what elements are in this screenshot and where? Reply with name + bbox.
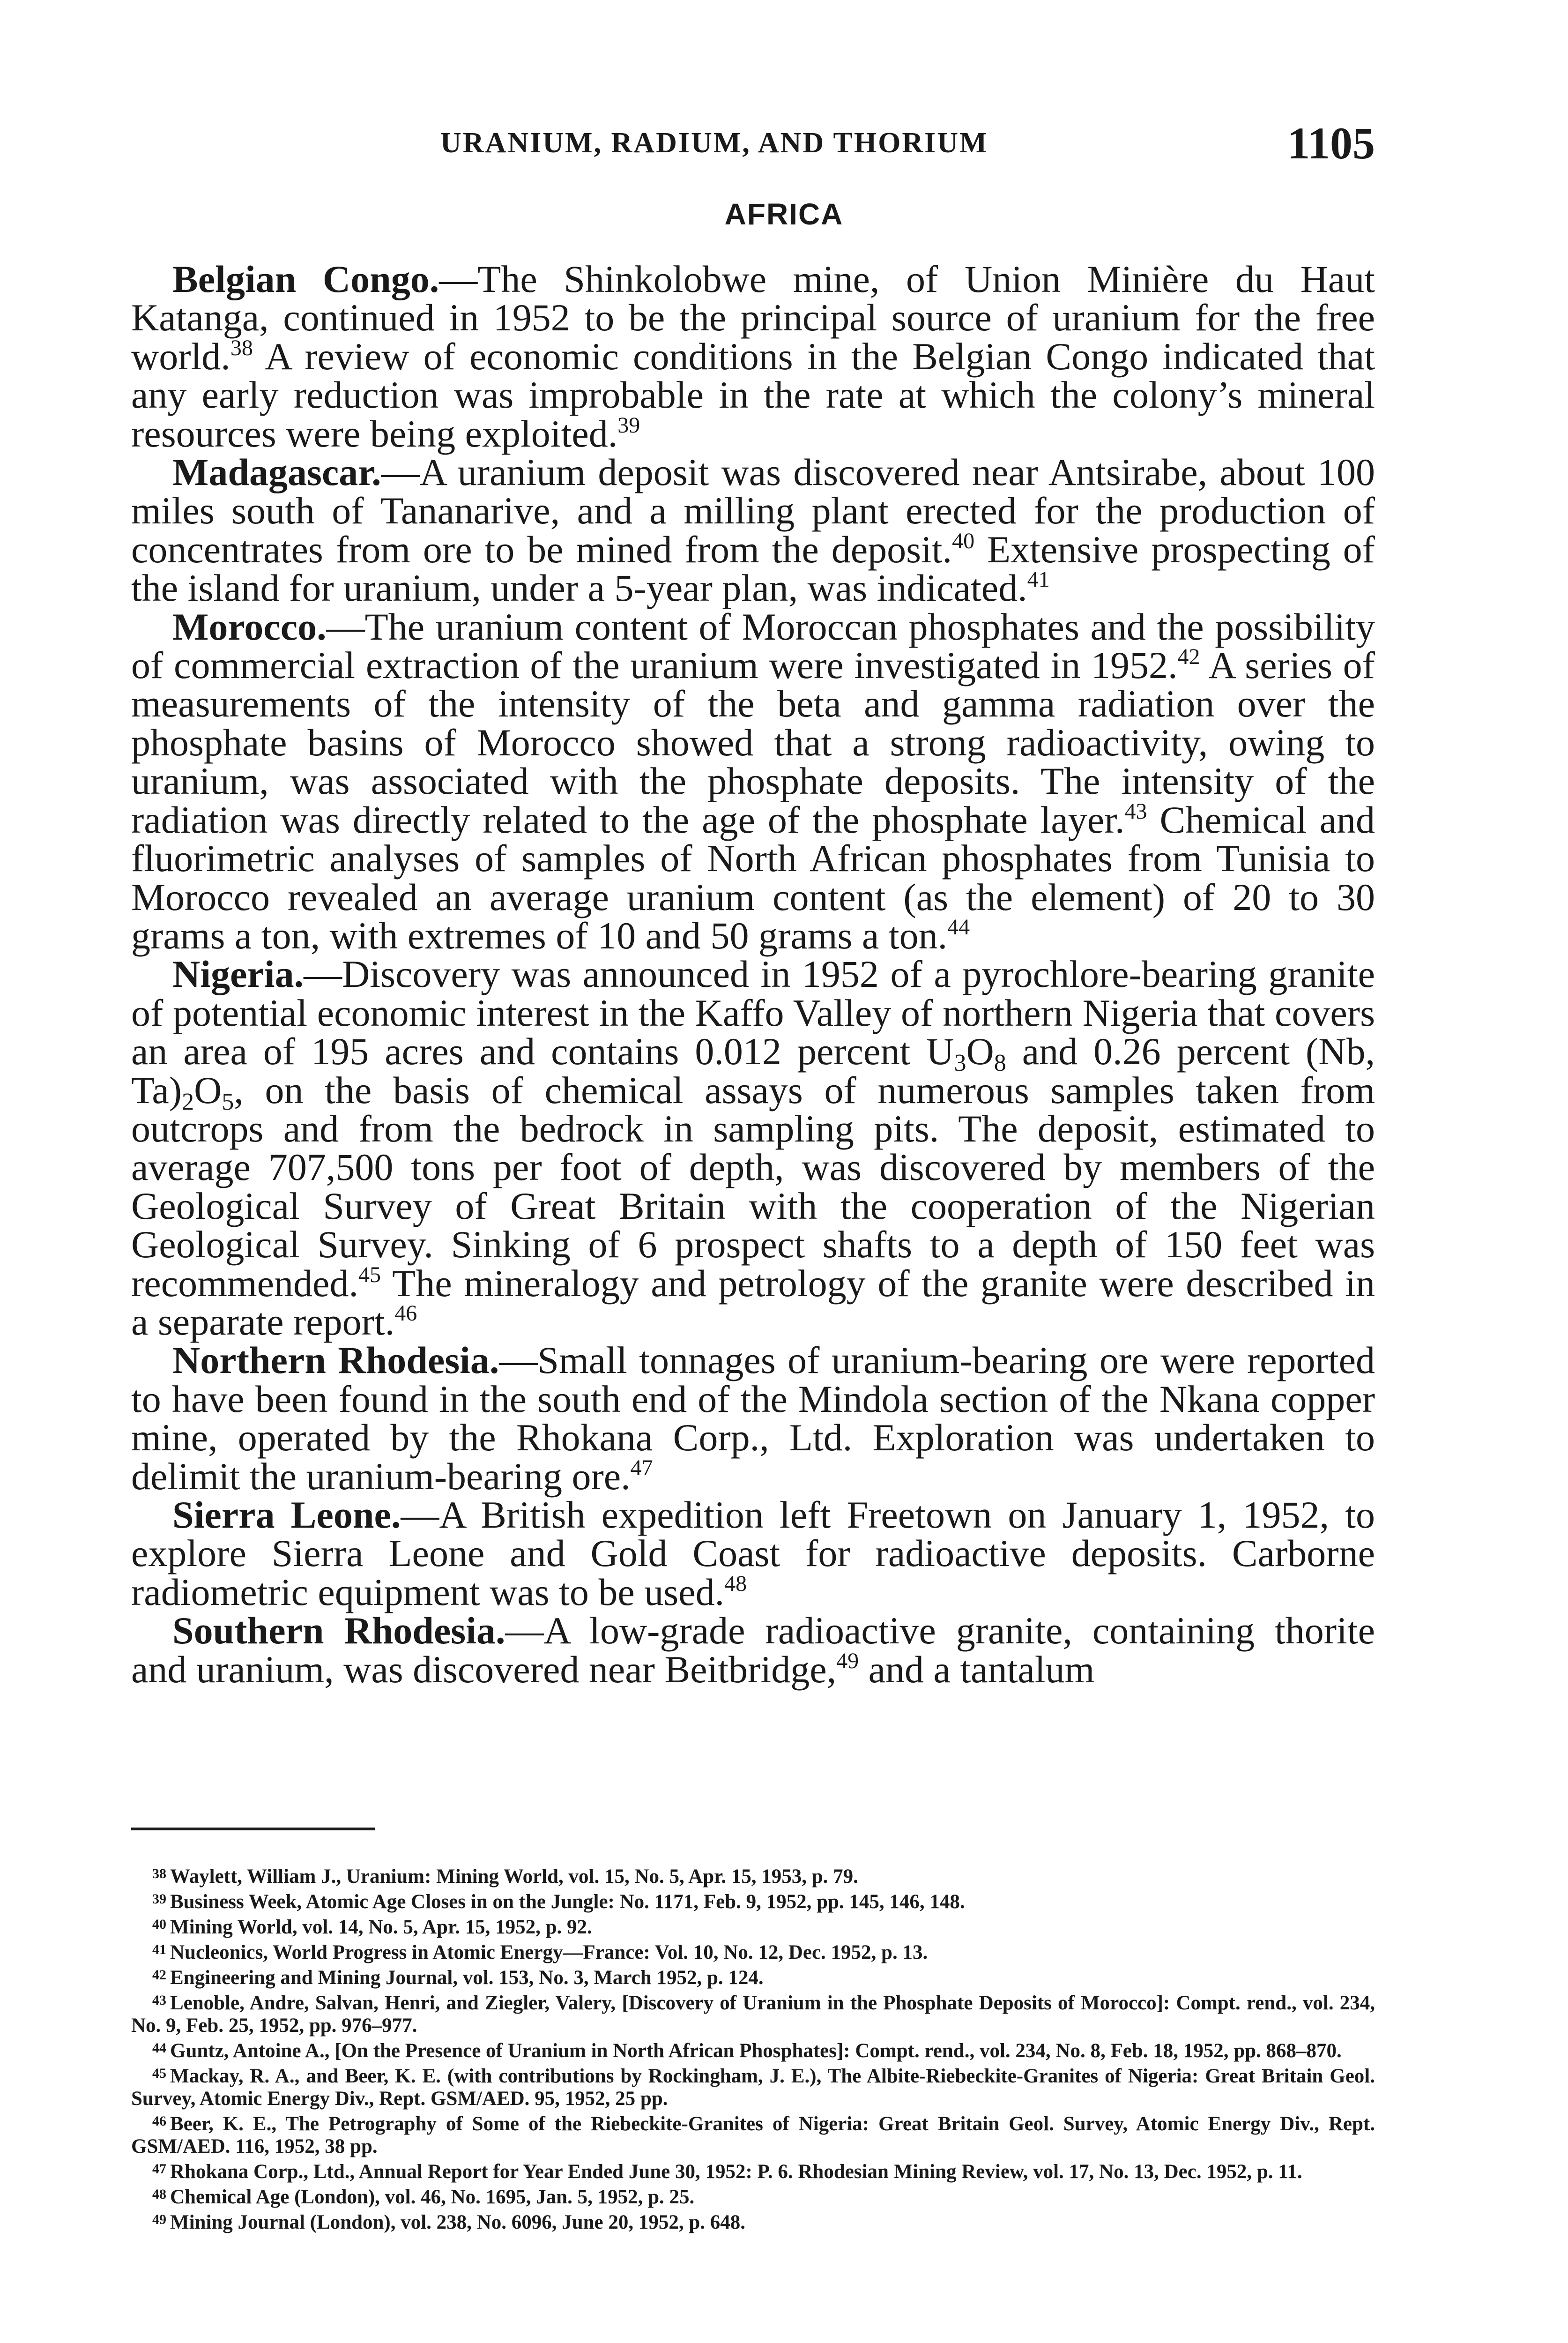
footnote (131, 2209, 1375, 2234)
footnote (131, 1939, 1375, 1964)
footnote-ref: 39 (617, 412, 640, 438)
footnote-number: 41 (152, 1942, 166, 1957)
footnote-text: Chemical Age (London), vol. 46, No. 1695, Jan. 5, 1952, p. 25. (170, 2186, 695, 2208)
paragraph-text: —A low-grade radioactive granite, containing thorite and uranium, was discovered near Beitbridge, (131, 1609, 1375, 1691)
paragraph-text: —A uranium deposit was discovered near Antsirabe, about 100 miles south of Tananarive, and a milling plant erected for the production of concentrates from ore to be mined from the deposit. (131, 451, 1375, 571)
footnote-number: 38 (152, 1866, 166, 1881)
paragraph-text: A series of measurements of the intensity of the beta and gamma radiation over the phosphate basins of Morocco showed that a strong radioactivity, owing to uranium, was associated with the phosphate deposits. The intensity of the radiation was directly related to the age of the phosphate layer. (131, 644, 1375, 841)
paragraph-text: , on the basis of chemical assays of numerous samples taken from outcrops and from the bedrock in sampling pits. The deposit, estimated to average 707,500 tons per foot of depth, was discovered by members of the Geological Survey of Great Britain with the cooperation of the Nigerian Geological Survey. Sinking of 6 prospect shafts to a depth of 150 feet was recommended. (131, 1068, 1375, 1305)
footnote-number: 46 (152, 2113, 166, 2129)
paragraph-morocco (131, 605, 1375, 957)
footnote (131, 1989, 1375, 2037)
paragraph-text: O (194, 1068, 222, 1112)
subscript: 8 (994, 1050, 1006, 1077)
running-title: URANIUM, RADIUM, AND THORIUM (440, 127, 988, 159)
footnotes (131, 1863, 1375, 2234)
footnote (131, 2110, 1375, 2158)
footnote-number: 42 (152, 1967, 166, 1983)
footnote-number: 49 (152, 2212, 166, 2227)
section-heading: AFRICA (724, 197, 844, 231)
footnote-text: Nucleonics, World Progress in Atomic Energy—France: Vol. 10, No. 12, Dec. 1952, p. 13. (170, 1941, 928, 1963)
paragraph-text: A review of economic conditions in the Belgian Congo indicated that any early reduction was improbable in the rate at which the colony’s mineral resources were being exploited. (131, 335, 1375, 455)
footnote (131, 1863, 1375, 1888)
footnote-ref: 49 (836, 1648, 859, 1673)
paragraph-title: Morocco. (172, 605, 327, 648)
paragraph-text: —The uranium content of Moroccan phosphates and the possibility of commercial extraction of the uranium were investigated in 1952. (131, 605, 1375, 687)
footnote-number: 40 (152, 1917, 166, 1932)
paragraph-title: Northern Rhodesia. (172, 1339, 499, 1382)
paragraph-text: Extensive prospecting of the island for uranium, under a 5-year plan, was indicated. (131, 528, 1375, 610)
footnote-ref: 38 (230, 335, 253, 360)
footnote-ref: 42 (1177, 644, 1200, 670)
footnote-number: 45 (152, 2066, 166, 2081)
footnote-ref: 46 (394, 1300, 417, 1326)
footnote-number: 44 (152, 2040, 166, 2056)
footnote (131, 2062, 1375, 2110)
paragraph-title: Nigeria. (172, 953, 304, 996)
footnote-text: Mackay, R. A., and Beer, K. E. (with contributions by Rockingham, J. E.), The Albite-Riebeckite-Granites of Nigeria: Great Britain Geol. Survey, Atomic Energy Div., Rept. GSM/AED. 95, 1952, 25 pp. (131, 2065, 1375, 2110)
paragraph-sierra-leone (131, 1493, 1375, 1613)
footnote-text: Engineering and Mining Journal, vol. 153, No. 3, March 1952, p. 124. (170, 1967, 764, 1989)
paragraph-nigeria (131, 955, 1375, 1341)
footnote-number: 48 (152, 2186, 166, 2202)
paragraph-southern-rhodesia (131, 1609, 1375, 1691)
body-text (131, 260, 1375, 1689)
footnote (131, 1964, 1375, 1989)
footnote (131, 2158, 1375, 2183)
footnote-ref: 43 (1124, 798, 1147, 824)
paragraph-northern-rhodesia (131, 1341, 1375, 1496)
page-number: 1105 (1287, 118, 1375, 168)
paragraph-text: The mineralogy and petrology of the granite were described in a separate report. (131, 1261, 1375, 1343)
footnote-divider (131, 1828, 375, 1830)
footnote-ref: 48 (724, 1571, 747, 1596)
footnote-text: Waylett, William J., Uranium: Mining World, vol. 15, No. 5, Apr. 15, 1953, p. 79. (170, 1865, 858, 1888)
footnote-ref: 47 (630, 1455, 653, 1480)
paragraph-text: Chemical and fluorimetric analyses of samples of North African phosphates from Tunisia to Morocco revealed an average uranium content (as the element) of 20 to 30 grams a ton, with extremes of 10 and 50 grams a ton. (131, 798, 1375, 957)
footnote-text: Guntz, Antoine A., [On the Presence of Uranium in North African Phosphates]: Compt. rend., vol. 234, No. 8, Feb. 18, 1952, pp. 868–870. (170, 2040, 1342, 2062)
footnote-number: 47 (152, 2161, 166, 2177)
paragraph-madagascar (131, 453, 1375, 608)
footnote (131, 1888, 1375, 1913)
subscript: 3 (954, 1050, 966, 1077)
paragraph-text: and 0.26 percent (Nb, Ta) (131, 1030, 1375, 1112)
running-header (131, 117, 1375, 169)
paragraph-text: and a tantalum (859, 1648, 1095, 1691)
subscript: 5 (222, 1088, 234, 1115)
footnote-text: Lenoble, Andre, Salvan, Henri, and Ziegler, Valery, [Discovery of Uranium in the Phosphate Deposits of Morocco]: Compt. rend., vol. 234, No. 9, Feb. 25, 1952, pp. 976–977. (131, 1992, 1375, 2037)
paragraph-title: Madagascar. (172, 451, 381, 494)
footnote-text: Mining World, vol. 14, No. 5, Apr. 15, 1952, p. 92. (170, 1916, 592, 1938)
footnote (131, 1913, 1375, 1939)
footnote-ref: 45 (358, 1262, 381, 1287)
paragraph-title: Southern Rhodesia. (172, 1609, 505, 1652)
footnote (131, 2183, 1375, 2209)
subscript: 2 (182, 1088, 194, 1115)
footnote-ref: 40 (952, 528, 975, 553)
footnote-number: 39 (152, 1891, 166, 1907)
paragraph-text: O (966, 1030, 994, 1073)
paragraph-text: —Small tonnages of uranium-bearing ore were reported to have been found in the south end of the Mindola section of the Nkana copper mine, operated by the Rhokana Corp., Ltd. Exploration was undertaken to delimit the uranium-bearing ore. (131, 1339, 1375, 1498)
paragraph-title: Belgian Congo. (172, 258, 439, 300)
footnote-ref: 44 (947, 914, 970, 940)
paragraph-title: Sierra Leone. (172, 1493, 401, 1536)
paragraph-text: —The Shinkolobwe mine, of Union Minière du Haut Katanga, continued in 1952 to be the principal source of uranium for the free world. (131, 258, 1375, 378)
paragraph-text: —Discovery was announced in 1952 of a pyrochlore-bearing granite of potential economic interest in the Kaffo Valley of northern Nigeria that covers an area of 195 acres and contains 0.012 percent U (131, 953, 1375, 1073)
footnote-number: 43 (152, 1992, 166, 2008)
footnote-ref: 41 (1027, 567, 1050, 592)
footnote (131, 2037, 1375, 2062)
footnote-text: Mining Journal (London), vol. 238, No. 6096, June 20, 1952, p. 648. (170, 2211, 746, 2233)
footnote-text: Business Week, Atomic Age Closes in on the Jungle: No. 1171, Feb. 9, 1952, pp. 145, 146, 148. (170, 1891, 965, 1913)
paragraph-text: —A British expedition left Freetown on January 1, 1952, to explore Sierra Leone and Gold Coast for radioactive deposits. Carborne radiometric equipment was to be used. (131, 1493, 1375, 1613)
paragraph-belgian-congo (131, 260, 1375, 453)
footnote-text: Beer, K. E., The Petrography of Some of the Riebeckite-Granites of Nigeria: Great Britain Geol. Survey, Atomic Energy Div., Rept. GSM/AED. 116, 1952, 38 pp. (131, 2113, 1375, 2157)
footnote-text: Rhokana Corp., Ltd., Annual Report for Year Ended June 30, 1952: P. 6. Rhodesian Mining Review, vol. 17, No. 13, Dec. 1952, p. 11. (170, 2161, 1302, 2183)
